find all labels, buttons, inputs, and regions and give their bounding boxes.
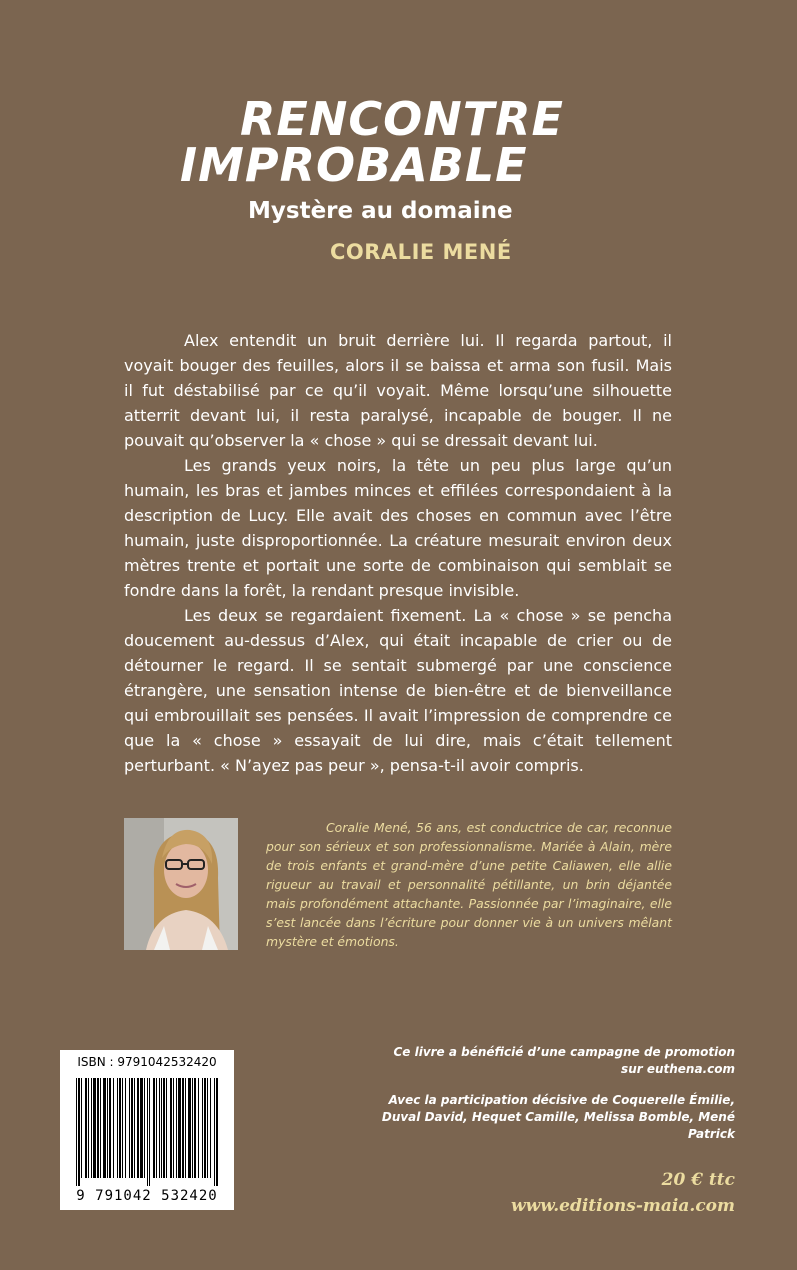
book-title-line-2: IMPROBABLE (180, 138, 528, 192)
author-portrait-image (124, 818, 238, 950)
author-photo (124, 818, 238, 950)
promo-line-2: sur euthena.com (621, 1062, 735, 1076)
excerpt-paragraph-1: Alex entendit un bruit derrière lui. Il regarda partout, il voyait bouger des feuilles, alors il se baissa et arma son fusil. Mais il fut déstabilisé par ce qu’il voyait. Même lorsqu’une silhouette atterrit devant lui, il resta paralysé, incapable de bouger. Il ne pouvait qu’observer la « chose » qui se dressait devant lui. (124, 331, 672, 450)
barcode-digits: 9 791042 532420 (76, 1188, 218, 1204)
excerpt-text (124, 328, 672, 778)
promo-line-3: Avec la participation décisive de Coquerelle Émilie, (388, 1093, 735, 1107)
isbn-label: ISBN : 9791042532420 (77, 1055, 217, 1069)
author-name: CORALIE MENÉ (330, 240, 512, 264)
author-bio (266, 818, 672, 951)
author-bio-text: Coralie Mené, 56 ans, est conductrice de car, reconnue pour son sérieux et son professionnalisme. Mariée à Alain, mère de trois enfants et grand-mère d’une petite Caliawen, elle allie rigueur au travail et personnalité pétillante, un brin déjantée mais profondément attachante. Passionnée par l’imaginaire, elle s’est lancée dans l’écriture pour donner vie à un univers mêlant mystère et émotions. (266, 820, 672, 949)
isbn-barcode-box (60, 1050, 234, 1210)
book-title-line-1: RENCONTRE (240, 92, 564, 146)
excerpt-paragraph-2: Les grands yeux noirs, la tête un peu plus large qu’un humain, les bras et jambes minces et effilées correspondaient à la description de Lucy. Elle avait des choses en commun avec l’être humain, juste disproportionnée. La créature mesurait environ deux mètres trente et portait une sorte de combinaison qui semblait se fondre dans la forêt, la rendant presque invisible. (124, 456, 672, 600)
promo-line-1: Ce livre a bénéficié d’une campagne de promotion (393, 1045, 735, 1059)
promo-line-4: Duval David, Hequet Camille, Melissa Bomble, Mené Patrick (381, 1110, 735, 1141)
excerpt-paragraph-3: Les deux se regardaient fixement. La « chose » se pencha doucement au-dessus d’Alex, qui était incapable de crier ou de détourner le regard. Il se sentait submergé par une conscience étrangère, une sensation intense de bien-être et de bienveillance qui embrouillait ses pensées. Il avait l’impression de comprendre ce que la « chose » essayait de lui dire, mais c’était tellement perturbant. « N’ayez pas peur », pensa-t-il avoir compris. (124, 606, 672, 775)
publisher-website: www.editions-maia.com (511, 1196, 735, 1216)
promotion-credits (375, 1044, 735, 1143)
barcode-icon (74, 1078, 220, 1186)
price: 20 € ttc (661, 1170, 735, 1190)
book-subtitle: Mystère au domaine (248, 198, 513, 224)
